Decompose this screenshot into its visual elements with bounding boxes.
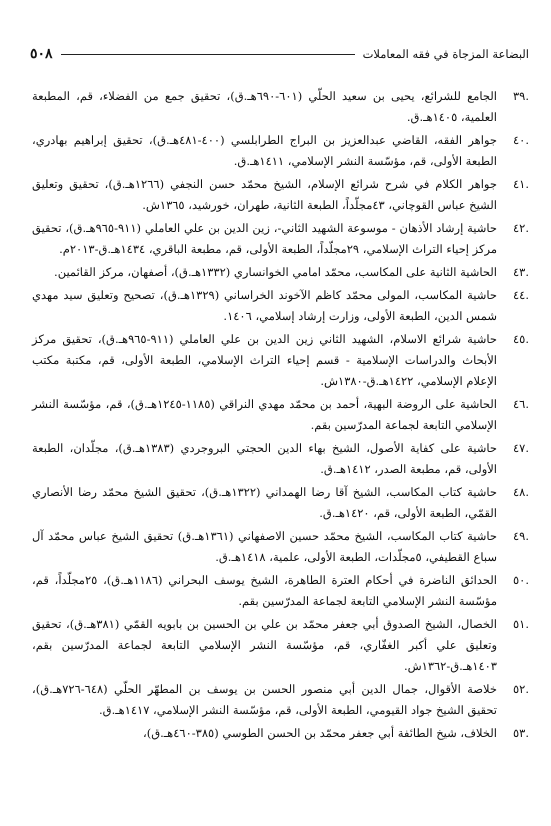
reference-text: الحاشية على الروضة البهية، أحمد بن محمّد مهدي النراقي (١١٨٥-١٢٤٥هـ.ق)، قم، مؤسّسة النشر الإسلامي التابعة لجماعة المدرّسين بقم. [32,397,497,432]
reference-number: ٥١. [512,617,529,631]
reference-text: حاشية كتاب المكاسب، الشيخ آقا رضا الهمداني (١٣٢٢هـ.ق)، تحقيق الشيخ محمّد رضا الأنصاري القمّي، الطبعة الأولى، قم، ١٤٢٠هـ.ق. [32,485,497,520]
reference-text: جواهر الفقه، القاضي عبدالعزيز بن البراج الطرابلسي (٤٠٠-٤٨١هـ.ق)، تحقيق إبراهيم بهادري، الطبعة الأولى، قم، مؤسّسة النشر الإسلامي، ١٤١١هـ.ق. [32,133,497,168]
reference-entry [32,285,529,327]
reference-text: الحدائق الناضرة في أحكام العترة الطاهرة، الشيخ يوسف البحراني (١١٨٦هـ.ق)، ٢٥مجلّداً، قم، مؤسّسة النشر الإسلامي التابعة لجماعة المدرّسين بقم. [32,573,498,608]
reference-text: الخصال، الشيخ الصدوق أبي جعفر محمّد بن علي بن الحسين بن بابويه القمّي (٣٨١هـ.ق)، تحقيق وتعليق علي أكبر الغفّاري، قم، مؤسّسة النشر الإسلامي التابعة لجماعة المدرّسين بقم، ١٤٠٣هـ.ق-١٣٦٢ش. [32,617,498,673]
reference-number: ٤٣. [512,265,529,279]
reference-entry [32,218,529,260]
reference-number: ٥٣. [512,726,529,740]
reference-number: ٤٢. [512,221,529,235]
reference-number: ٤٩. [512,529,529,543]
reference-number: ٤٨. [512,485,529,499]
reference-entry [32,394,529,436]
reference-entry [32,174,529,216]
reference-number: ٤٥. [512,332,529,346]
page-number: ٥٠٨ [30,46,53,62]
reference-entry [32,262,529,283]
reference-text: حاشية شرائع الاسلام، الشهيد الثاني زين الدين بن علي العاملي (٩١١-٩٦٥هـ.ق)، تحقيق مركز الأبحاث والدراسات الإسلامية - قسم إحياء التراث الإسلامي، الطبعة الأولى، قم، مكتبة مكتب الإعلام الإسلامي، ١٤٢٢هـ.ق-١٣٨٠ش. [32,332,497,388]
reference-entry [32,329,529,392]
reference-entry [32,482,529,524]
reference-text: حاشية على كفاية الأصول، الشيخ بهاء الدين الحجتي البروجردي (١٣٨٣هـ.ق)، مجلّدان، الطبعة الأولى، قم، مطبعة الصدر، ١٤١٢هـ.ق. [32,441,497,476]
reference-number: ٥٢. [512,682,529,696]
reference-text: الجامع للشرائع، يحيى بن سعيد الحلّي (٦٠١-٦٩٠هـ.ق)، تحقيق جمع من الفضلاء، قم، المطبعة العلمية، ١٤٠٥هـ.ق. [32,89,497,124]
reference-list [32,86,529,746]
reference-number: ٣٩. [512,89,529,103]
reference-text: جواهر الكلام في شرح شرائع الإسلام، الشيخ محمّد حسن النجفي (١٢٦٦هـ.ق)، تحقيق وتعليق الشيخ عباس القوچاني، ٤٣مجلّداً، الطبعة الثانية، طهران، خورشيد، ١٣٦٥ش. [32,177,497,212]
page-header [30,44,529,64]
reference-entry [32,723,529,744]
running-title: البضاعة المزجاة في فقه المعاملات [362,47,529,61]
reference-text: حاشية إرشاد الأذهان - موسوعة الشهيد الثاني-، زين الدين بن علي العاملي (٩١١-٩٦٥هـ.ق)، تحقيق مركز إحياء التراث الإسلامي، ٢٩مجلّداً، الطبعة الأولى، قم، مطبعة الباقري، ١٤٣٤هـ.ق-٢٠١٣م. [32,221,497,256]
reference-text: الحاشية الثانية على المكاسب، محمّد امامي الخوانساري (١٣٣٢هـ.ق)، أصفهان، مركز القائمين. [54,265,497,279]
reference-text: حاشية كتاب المكاسب، الشيخ محمّد حسين الاصفهاني (١٣٦١هـ.ق) تحقيق الشيخ عباس محمّد آل سباع القطيفي، ٥مجلّدات، الطبعة الأولى، علمية، ١٤١٨هـ.ق. [32,529,497,564]
reference-number: ٤٤. [512,288,529,302]
reference-entry [32,130,529,172]
reference-number: ٤١. [512,177,529,191]
reference-entry [32,526,529,568]
reference-entry [32,614,529,677]
reference-number: ٥٠. [512,573,529,587]
reference-number: ٤٧. [512,441,529,455]
reference-number: ٤٠. [512,133,529,147]
reference-text: حاشية المكاسب، المولى محمّد كاظم الآخوند الخراساني (١٣٢٩هـ.ق)، تصحيح وتعليق سيد مهدي شمس الدين، الطبعة الأولى، وزارت إرشاد إسلامي، ١٤٠٦. [32,288,497,323]
reference-entry [32,570,529,612]
reference-entry [32,438,529,480]
reference-text: خلاصة الأقوال، جمال الدين أبي منصور الحسن بن يوسف بن المطهّر الحلّي (٦٤٨-٧٢٦هـ.ق)، تحقيق الشيخ جواد القيومي، الطبعة الأولى، قم، مؤسّسة النشر الإسلامي، ١٤١٧هـ.ق. [32,682,497,717]
reference-entry [32,86,529,128]
reference-text: الخلاف، شيخ الطائفة أبي جعفر محمّد بن الحسن الطوسي (٣٨٥-٤٦٠هـ.ق)، [143,726,497,740]
reference-number: ٤٦. [512,397,529,411]
header-rule [61,54,355,55]
reference-entry [32,679,529,721]
